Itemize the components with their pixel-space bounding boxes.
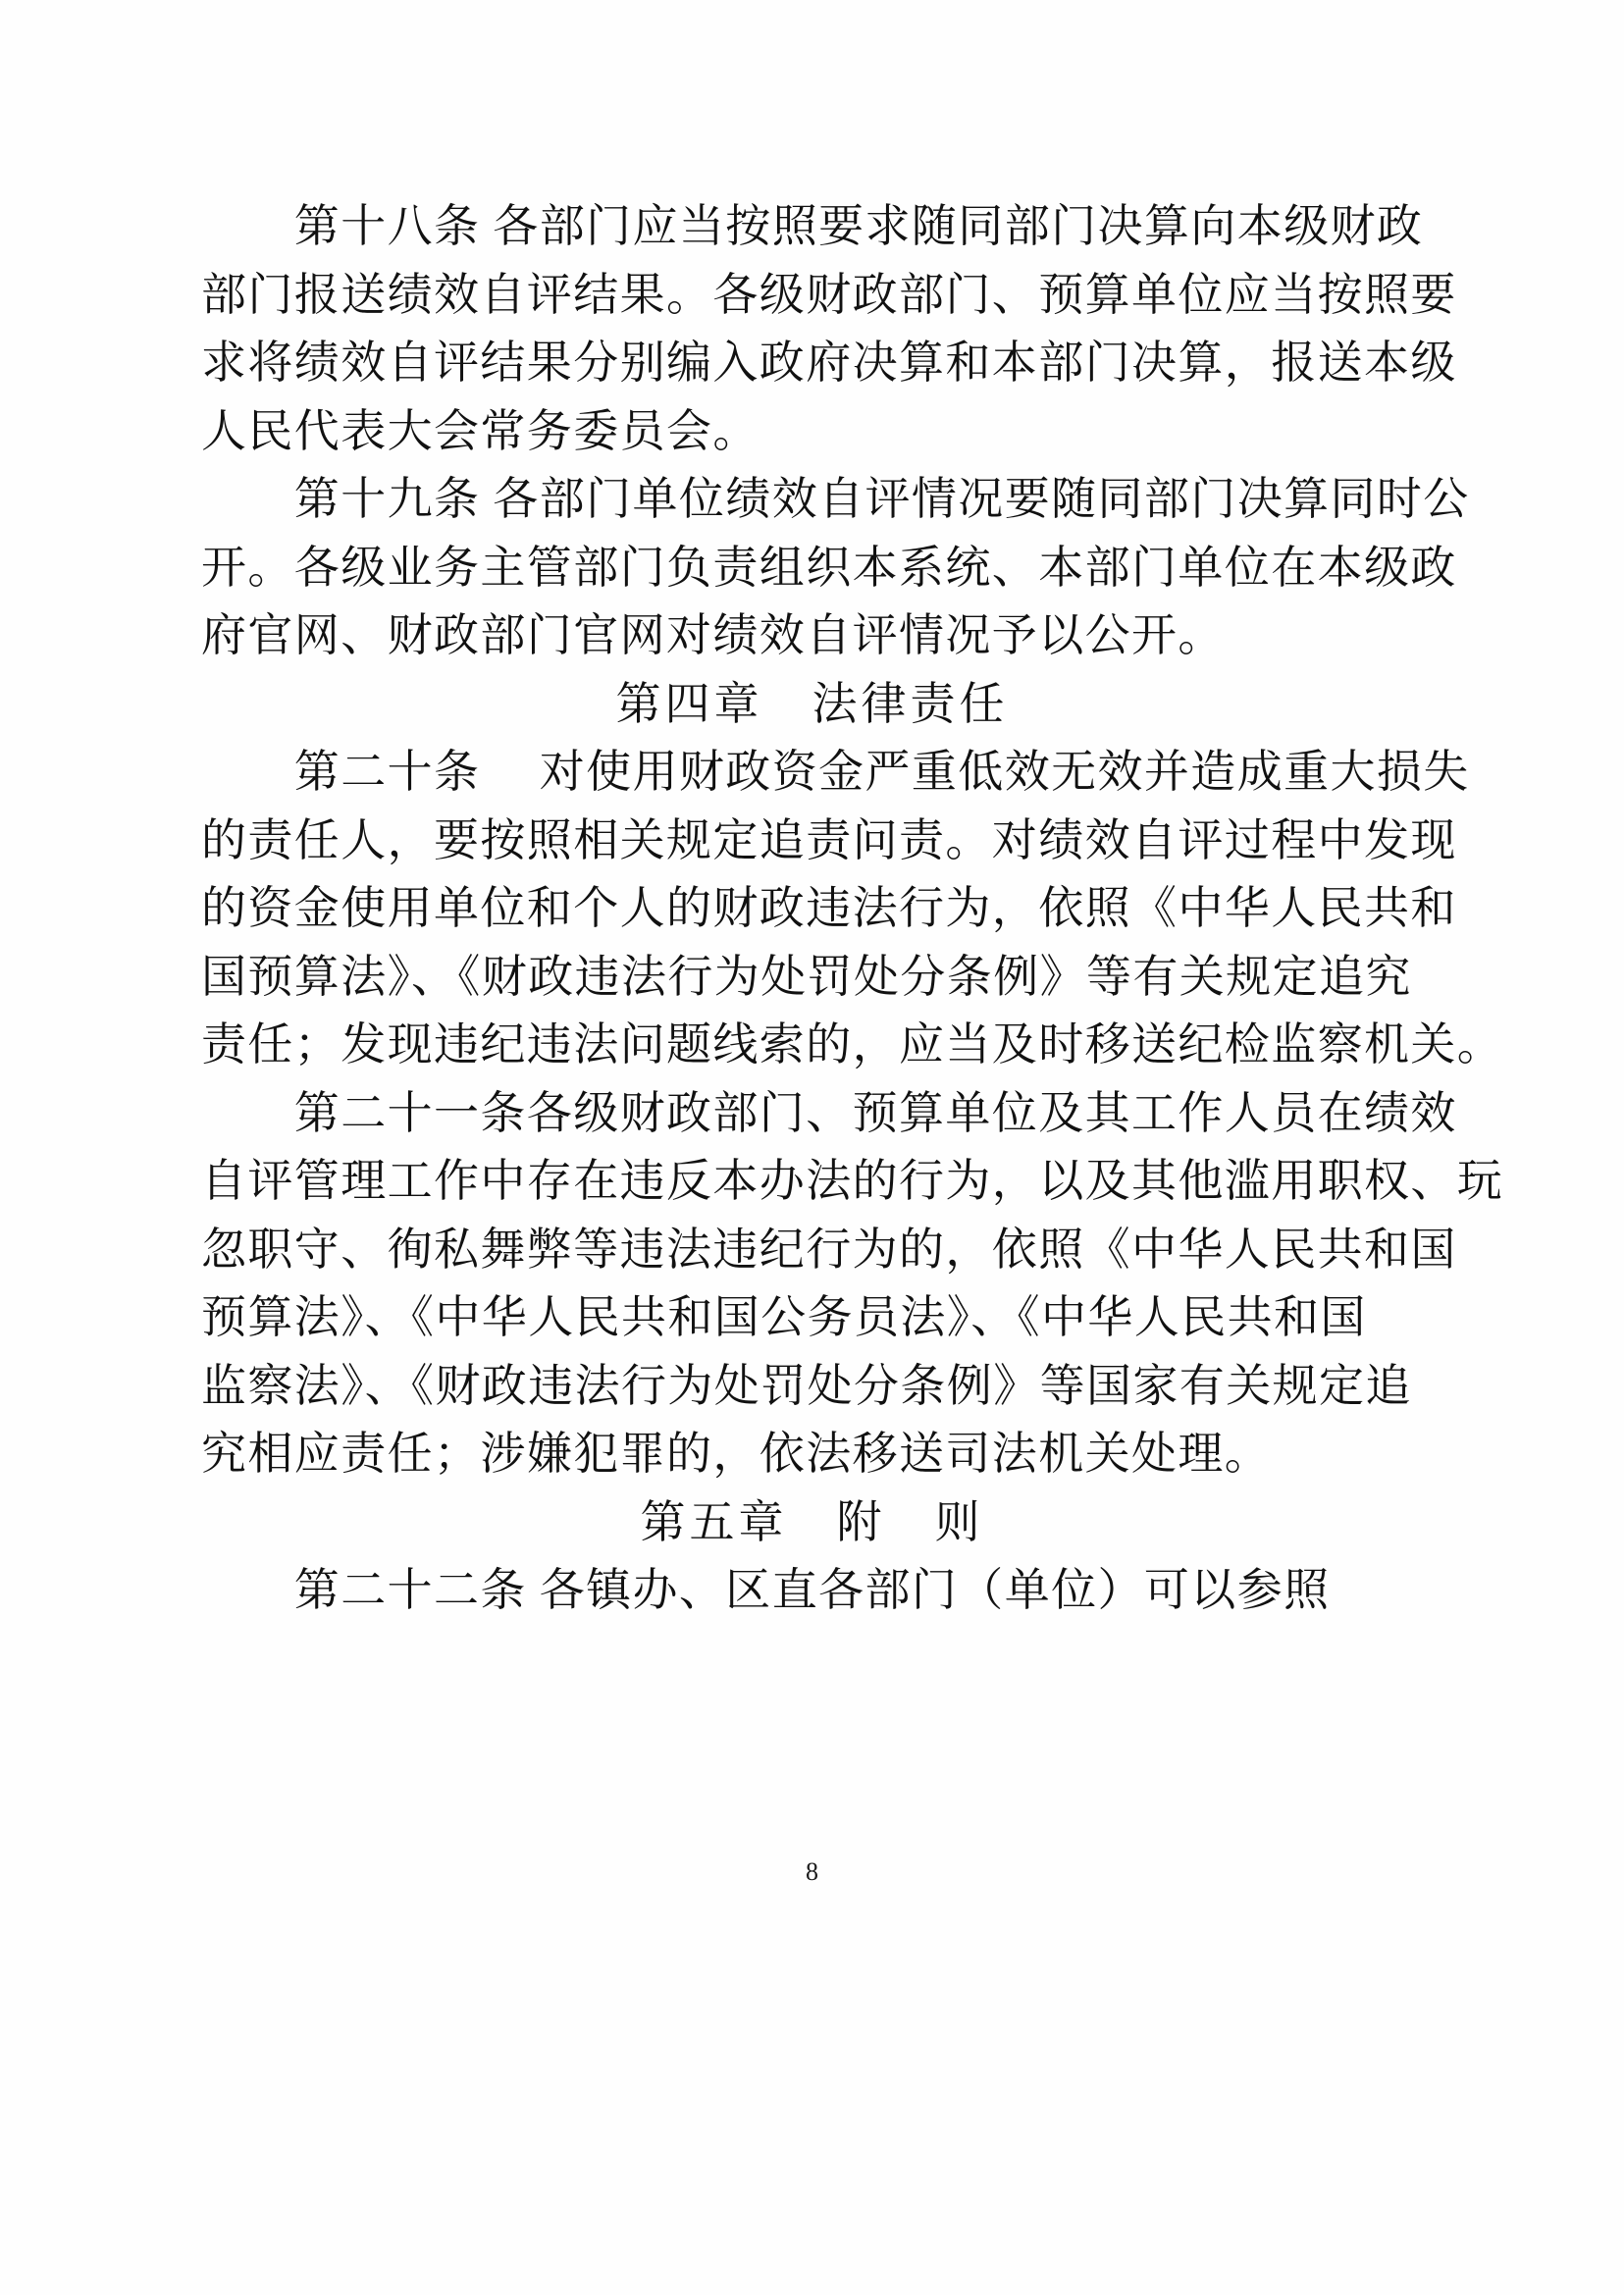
body-line: 府官网、财政部门官网对绩效自评情况予以公开。 xyxy=(201,610,1225,660)
body-line: 第二十一条各级财政部门、预算单位及其工作人员在绩效 xyxy=(201,1087,1457,1138)
body-line: 预算法》、《中华人民共和国公务员法》、《中华人民共和国 xyxy=(201,1292,1367,1342)
body-line: 部门报送绩效自评结果。各级财政部门、预算单位应当按照要 xyxy=(201,269,1457,320)
body-line: 第二十条 对使用财政资金严重低效无效并造成重大损失 xyxy=(201,747,1470,797)
body-line: 第十九条 各部门单位绩效自评情况要随同部门决算同时公 xyxy=(201,474,1470,524)
body-line: 自评管理工作中存在违反本办法的行为，以及其他滥用职权、玩 xyxy=(201,1156,1504,1206)
body-line: 监察法》、《财政违法行为处罚处分条例》等国家有关规定追 xyxy=(201,1360,1412,1411)
body-line: 责任；发现违纪违法问题线索的，应当及时移送纪检监察机关。 xyxy=(201,1019,1504,1069)
body-line: 的资金使用单位和个人的财政违法行为，依照《中华人民共和 xyxy=(201,883,1457,933)
body-line: 第二十二条 各镇办、区直各部门（单位）可以参照 xyxy=(201,1565,1331,1615)
chapter-heading-5: 第五章 附 则 xyxy=(640,1496,984,1547)
body-line: 开。各级业务主管部门负责组织本系统、本部门单位在本级政 xyxy=(201,542,1457,593)
body-line: 国预算法》、《财政违法行为处罚处分条例》等有关规定追究 xyxy=(201,951,1412,1002)
document-body xyxy=(201,192,1504,1625)
body-line: 忽职守、徇私舞弊等违法违纪行为的，依照《中华人民共和国 xyxy=(201,1224,1457,1275)
body-line: 的责任人，要按照相关规定追责问责。对绩效自评过程中发现 xyxy=(201,814,1457,865)
page-number: 8 xyxy=(806,1857,818,1886)
body-line: 究相应责任；涉嫌犯罪的，依法移送司法机关处理。 xyxy=(201,1429,1272,1479)
body-line: 求将绩效自评结果分别编入政府决算和本部门决算，报送本级 xyxy=(201,338,1457,388)
body-line: 第十八条 各部门应当按照要求随同部门决算向本级财政 xyxy=(201,201,1424,251)
body-line: 人民代表大会常务委员会。 xyxy=(201,405,760,456)
chapter-heading-4: 第四章 法律责任 xyxy=(615,678,1009,729)
